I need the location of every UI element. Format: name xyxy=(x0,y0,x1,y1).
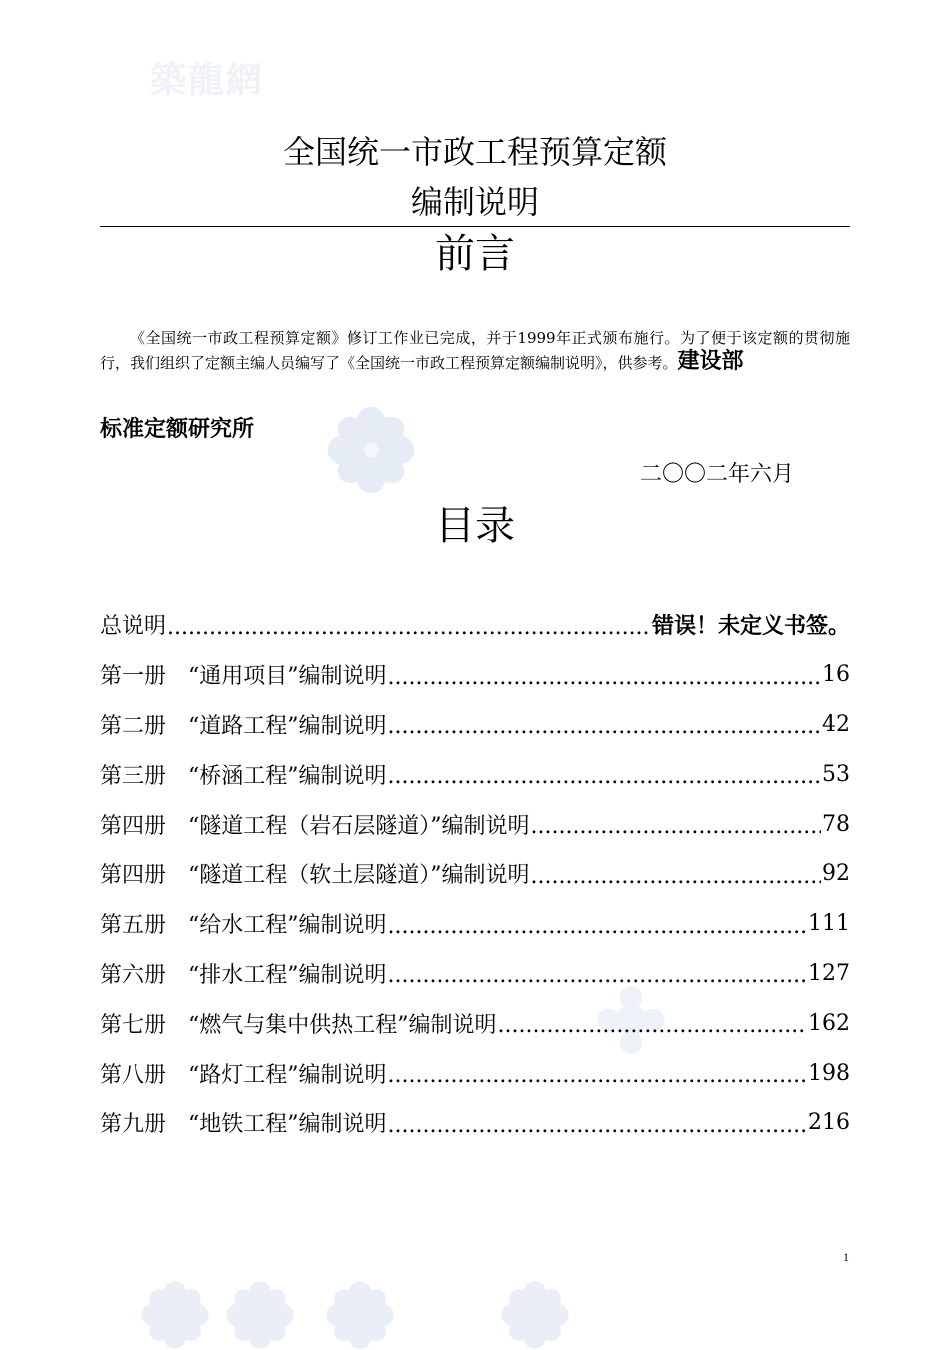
watermark-logo: 築龍網 xyxy=(150,59,265,101)
toc-entry[interactable] xyxy=(100,650,850,700)
toc-entry[interactable] xyxy=(100,849,850,899)
toc-entry[interactable] xyxy=(100,749,850,799)
watermark-flower-icon xyxy=(325,1280,395,1350)
toc-entry-page: 111 xyxy=(808,911,850,937)
watermark-flower-icon xyxy=(500,1280,570,1350)
toc-entry-page: 78 xyxy=(822,811,850,837)
toc-entry-page: 42 xyxy=(822,711,850,737)
preface-date: 二〇〇二年六月 xyxy=(640,462,795,487)
toc-entry-label: 第四册 “隧道工程（岩石层隧道）”编制说明 xyxy=(100,813,530,839)
toc-entry-page: 216 xyxy=(808,1110,850,1136)
watermark-flower-icon xyxy=(225,1280,295,1350)
toc-entry-page: 53 xyxy=(822,761,850,787)
toc-entry-label: 第一册 “通用项目”编制说明 xyxy=(100,664,387,690)
toc-leader-dots xyxy=(388,766,822,788)
toc-leader-dots xyxy=(388,1065,808,1087)
toc-leader-dots xyxy=(531,866,822,888)
toc-entry-page: 162 xyxy=(808,1010,850,1036)
toc-entry-label: 第六册 “排水工程”编制说明 xyxy=(100,962,387,988)
preface-org-part2: 标准定额研究所 xyxy=(100,417,255,442)
toc-entry-label: 第三册 “桥涵工程”编制说明 xyxy=(100,763,387,789)
toc-entry[interactable] xyxy=(100,1098,850,1148)
watermark-flower-icon xyxy=(326,405,416,495)
preface-org-part1: 建设部 xyxy=(677,349,744,374)
toc-entry[interactable] xyxy=(100,600,850,650)
toc-entry-label: 第四册 “隧道工程（软土层隧道）”编制说明 xyxy=(100,863,530,889)
toc-leader-dots xyxy=(388,1115,808,1137)
toc-entry-label: 第八册 “路灯工程”编制说明 xyxy=(100,1062,387,1088)
toc-entry-label: 第五册 “给水工程”编制说明 xyxy=(100,913,387,939)
watermark-flower-icon xyxy=(140,1280,210,1350)
toc-entry-page: 错误！未定义书签。 xyxy=(651,614,850,640)
document-subtitle: 编制说明 xyxy=(410,183,539,221)
toc-leader-dots xyxy=(388,916,808,938)
preface-paragraph xyxy=(100,326,850,375)
toc-entry-page: 92 xyxy=(822,861,850,887)
toc-entry-label: 总说明 xyxy=(100,614,167,640)
toc-leader-dots xyxy=(388,965,808,987)
toc-entry[interactable] xyxy=(100,700,850,750)
toc-heading: 目录 xyxy=(435,503,515,549)
toc-entry[interactable] xyxy=(100,899,850,949)
toc-leader-dots xyxy=(531,816,822,838)
toc-entry-label: 第九册 “地铁工程”编制说明 xyxy=(100,1112,387,1138)
toc-entry-page: 127 xyxy=(808,960,850,986)
toc-entry-label: 第二册 “道路工程”编制说明 xyxy=(100,713,387,739)
document-title: 全国统一市政工程预算定额 xyxy=(282,133,667,171)
toc-entry-page: 16 xyxy=(822,662,850,688)
toc-entry-label: 第七册 “燃气与集中供热工程”编制说明 xyxy=(100,1012,497,1038)
toc-list xyxy=(100,600,850,1148)
page-number: 1 xyxy=(843,1250,849,1264)
preface-section xyxy=(100,326,850,375)
toc-leader-dots xyxy=(167,617,651,639)
preface-heading: 前言 xyxy=(435,231,515,277)
toc-entry[interactable] xyxy=(100,799,850,849)
toc-entry[interactable] xyxy=(100,998,850,1048)
title-divider xyxy=(100,226,850,227)
toc-entry[interactable] xyxy=(100,1048,850,1098)
toc-entry[interactable] xyxy=(100,949,850,999)
toc-leader-dots xyxy=(498,1015,808,1037)
preface-text: 《全国统一市政工程预算定额》修订工作业已完成，并于1999年正式颁布施行。为了便于该定额的贯彻施行，我们组织了定额主编人员编写了《全国统一市政工程预算定额编制说明》，供参考。 xyxy=(100,329,850,372)
toc-leader-dots xyxy=(388,667,822,689)
toc-leader-dots xyxy=(388,716,822,738)
toc-entry-page: 198 xyxy=(808,1060,850,1086)
